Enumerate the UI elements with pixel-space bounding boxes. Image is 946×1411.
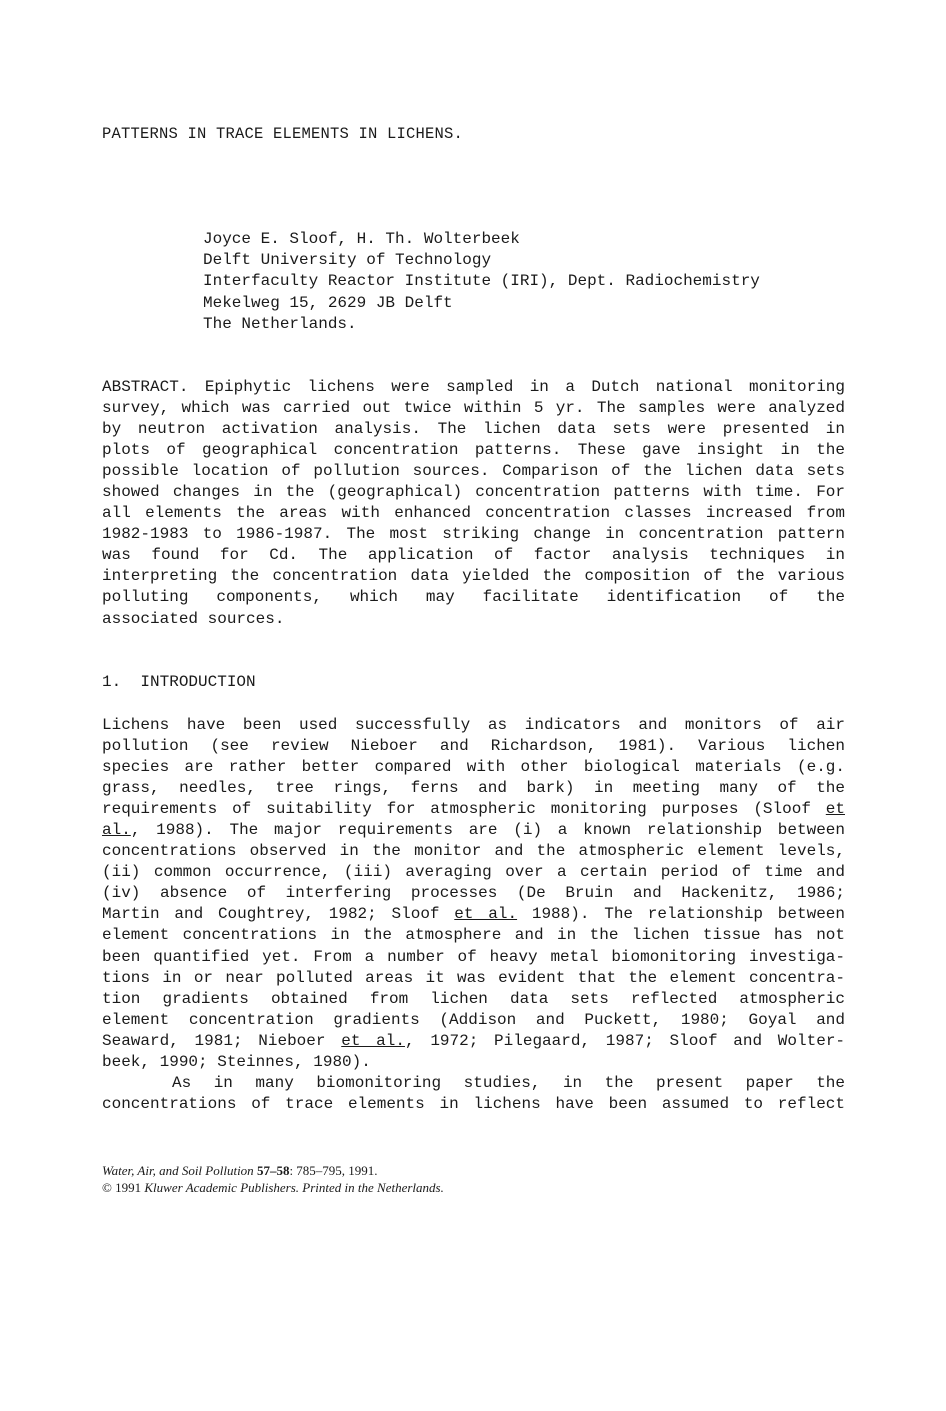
abstract-line: ABSTRACT. Epiphytic lichens were sampled in a Dutch national monitoring (102, 378, 845, 396)
body-line: Martin and Coughtrey, 1982; Sloof et al. 1988). The relationship between (102, 905, 846, 924)
et-al-underline: et (825, 800, 845, 819)
author-block (203, 229, 760, 335)
body-line: grass, needles, tree rings, ferns and bark) in meeting many of the (102, 779, 845, 798)
abstract-line: showed changes in the (geographical) concentration patterns with time. For (102, 483, 845, 502)
body-line: beek, 1990; Steinnes, 1980). (102, 1052, 371, 1071)
abstract-line: plots of geographical concentration patterns. These gave insight in the (102, 441, 845, 460)
paper-title: PATTERNS IN TRACE ELEMENTS IN LICHENS. (102, 125, 464, 143)
body-line: Lichens have been used successfully as indicators and monitors of air (102, 716, 845, 734)
et-al-underline: et al. (454, 905, 518, 924)
author-address: Mekelweg 15, 2629 JB Delft (203, 293, 453, 312)
journal-citation (102, 1162, 444, 1179)
abstract-line: all elements the areas with enhanced concentration classes increased from (102, 504, 845, 523)
body-line: al., 1988). The major requirements are (i) a known relationship between (102, 821, 845, 840)
abstract-line: survey, which was carried out twice within 5 yr. The samples were analyzed (102, 399, 845, 418)
body-line: element concentrations in the atmosphere and in the lichen tissue has not (102, 926, 845, 945)
body-line: been quantified yet. From a number of heavy metal biomonitoring investiga- (102, 947, 845, 966)
abstract-line: 1982-1983 to 1986-1987. The most striking change in concentration pattern (102, 525, 845, 544)
author-country: The Netherlands. (203, 314, 357, 333)
introduction-body (102, 715, 845, 1115)
body-line: concentrations of trace elements in lichens have been assumed to reflect (102, 1094, 845, 1113)
body-line: As in many biomonitoring studies, in the present paper the (172, 1073, 845, 1092)
body-line: element concentration gradients (Addison and Puckett, 1980; Goyal and (102, 1010, 845, 1029)
body-line: (ii) common occurrence, (iii) averaging over a certain period of time and (102, 863, 845, 882)
journal-volume: 57–58 (256, 1163, 290, 1178)
abstract (102, 377, 845, 630)
journal-name: Water, Air, and Soil Pollution (102, 1163, 254, 1178)
body-line: requirements of suitability for atmospheric monitoring purposes (Sloof et (102, 800, 845, 819)
body-line: concentrations observed in the monitor and the atmospheric element levels, (102, 842, 845, 861)
author-names: Joyce E. Sloof, H. Th. Wolterbeek (203, 230, 520, 248)
body-line: (iv) absence of interfering processes (De Bruin and Hackenitz, 1986; (102, 884, 845, 903)
abstract-line: interpreting the concentration data yielded the composition of the various (102, 567, 845, 586)
body-line: tions in or near polluted areas it was evident that the element concentra- (102, 968, 845, 987)
body-line: species are rather better compared with other biological materials (e.g. (102, 758, 845, 777)
citation-footer (102, 1162, 444, 1196)
et-al-underline: et al. (341, 1031, 405, 1050)
copyright-line (102, 1179, 444, 1196)
et-al-underline: al. (102, 821, 131, 840)
body-line: Seaward, 1981; Nieboer et al., 1972; Pilegaard, 1987; Sloof and Wolter- (102, 1031, 846, 1050)
author-institution: Delft University of Technology (203, 251, 492, 270)
abstract-line: by neutron activation analysis. The lichen data sets were presented in (102, 420, 845, 439)
copyright-year: © 1991 (102, 1180, 142, 1195)
section-heading: 1. INTRODUCTION (102, 673, 256, 691)
abstract-line: associated sources. (102, 609, 285, 628)
abstract-line: polluting components, which may facilitate identification of the (102, 588, 845, 607)
publisher-note: Kluwer Academic Publishers. Printed in the Netherlands. (144, 1180, 444, 1195)
body-line: pollution (see review Nieboer and Richardson, 1981). Various lichen (102, 737, 845, 756)
author-department: Interfaculty Reactor Institute (IRI), Dept. Radiochemistry (203, 272, 760, 291)
body-line: tion gradients obtained from lichen data sets reflected atmospheric (102, 989, 845, 1008)
abstract-line: was found for Cd. The application of factor analysis techniques in (102, 546, 845, 565)
journal-pages-year: : 785–795, 1991. (289, 1163, 378, 1178)
abstract-line: possible location of pollution sources. Comparison of the lichen data sets (102, 462, 845, 481)
